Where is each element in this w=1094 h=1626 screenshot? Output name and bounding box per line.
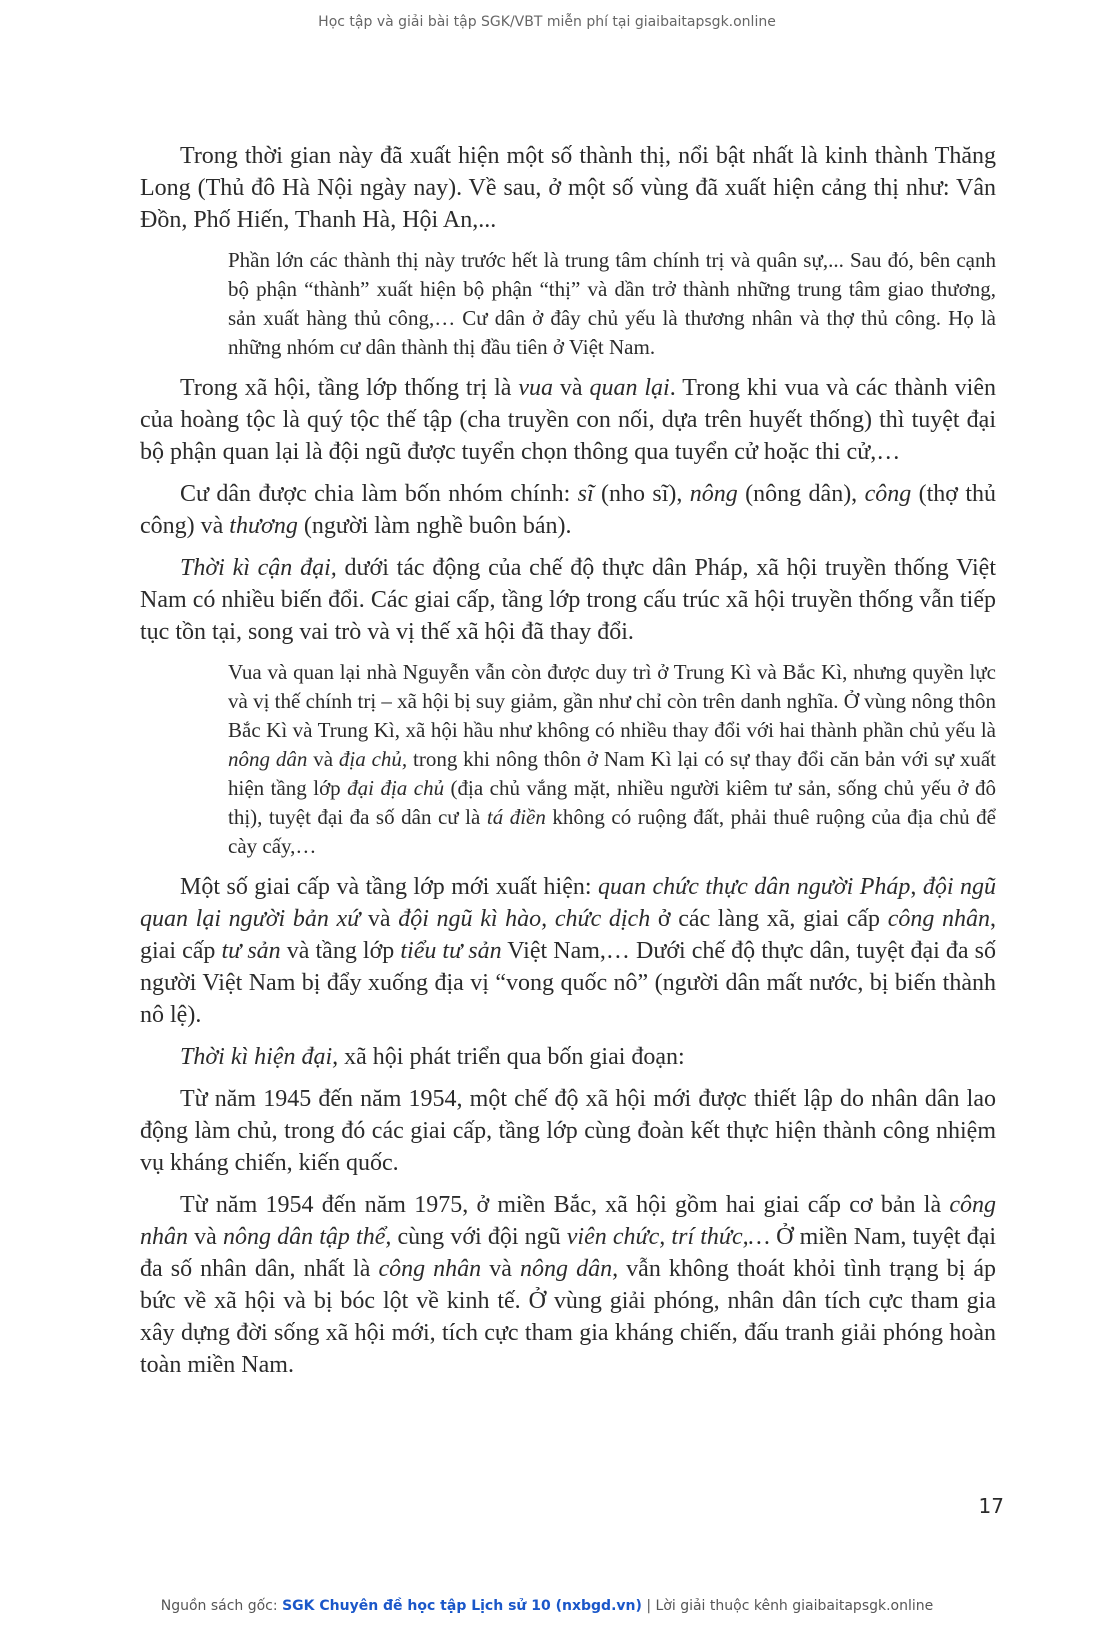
- footer-suffix: | Lời giải thuộc kênh giaibaitapsgk.online: [641, 1598, 934, 1614]
- paragraph-four-groups: Cư dân được chia làm bốn nhóm chính: sĩ (nho sĩ), nông (nông dân), công (thợ thủ công) và thương (người làm nghề buôn bán).: [140, 481, 996, 539]
- paragraph-1954-1975: Từ năm 1954 đến năm 1975, ở miền Bắc, xã hội gồm hai giai cấp cơ bản là công nhân và nông dân tập thể, cùng với đội ngũ viên chức, trí thức,… Ở miền Nam, tuyệt đại đa số nhân dân, nhất là công nhân và nông dân, vẫn không thoát khỏi tình trạng bị áp bức về xã hội và bị bóc lột về kinh tế. Ở vùng giải phóng, nhân dân tích cực tham gia xây dựng đời sống xã hội mới, tích cực tham gia kháng chiến, đấu tranh giải phóng hoàn toàn miền Nam.: [140, 1192, 997, 1378]
- page-content: [140, 140, 996, 1391]
- indented-note-nguyen: Vua và quan lại nhà Nguyễn vẫn còn được duy trì ở Trung Kì và Bắc Kì, nhưng quyền lực và vị thế chính trị – xã hội bị suy giảm, gần như chỉ còn trên danh nghĩa. Ở vùng nông thôn Bắc Kì và Trung Kì, xã hội hầu như không có nhiều thay đổi với hai thành phần chủ yếu là nông dân và địa chủ, trong khi nông thôn ở Nam Kì lại có sự thay đổi căn bản với sự xuất hiện tầng lớp đại địa chủ (địa chủ vắng mặt, nhiều người kiêm tư sản, sống chủ yếu ở đô thị), tuyệt đại đa số dân cư là tá điền không có ruộng đất, phải thuê ruộng của địa chủ để cày cấy,…: [228, 660, 997, 858]
- indented-note-cities: Phần lớn các thành thị này trước hết là trung tâm chính trị và quân sự,... Sau đó, bên cạnh bộ phận “thành” xuất hiện bộ phận “thị” và dần trở thành những trung tâm giao thương, sản xuất hàng thủ công,… Cư dân ở đây chủ yếu là thương nhân và thợ thủ công. Họ là những nhóm cư dân thành thị đầu tiên ở Việt Nam.: [228, 248, 996, 359]
- header-note: Học tập và giải bài tập SGK/VBT miễn phí tại giaibaitapsgk.online: [318, 14, 776, 30]
- source-link[interactable]: SGK Chuyên đề học tập Lịch sử 10 (nxbgd.vn): [282, 1598, 642, 1614]
- page-number: 17: [978, 1494, 1004, 1518]
- paragraph-cities: Trong thời gian này đã xuất hiện một số thành thị, nổi bật nhất là kinh thành Thăng Long (Thủ đô Hà Nội ngày nay). Về sau, ở một số vùng đã xuất hiện cảng thị như: Vân Đồn, Phố Hiến, Thanh Hà, Hội An,...: [140, 143, 996, 233]
- footer-prefix: Nguồn sách gốc:: [160, 1598, 283, 1614]
- paragraph-modern-period: Thời kì cận đại, dưới tác động của chế độ thực dân Pháp, xã hội truyền thống Việt Nam có nhiều biến đổi. Các giai cấp, tầng lớp trong cấu trúc xã hội truyền thống vẫn tiếp tục tồn tại, song vai trò và vị thế xã hội đã thay đổi.: [140, 555, 996, 645]
- paragraph-contemporary-period: Thời kì hiện đại, xã hội phát triển qua bốn giai đoạn:: [180, 1044, 685, 1070]
- paragraph-new-classes: Một số giai cấp và tầng lớp mới xuất hiện: quan chức thực dân người Pháp, đội ngũ quan lại người bản xứ và đội ngũ kì hào, chức dịch ở các làng xã, giai cấp công nhân, giai cấp tư sản và tầng lớp tiểu tư sản Việt Nam,… Dưới chế độ thực dân, tuyệt đại đa số người Việt Nam bị đẩy xuống địa vị “vong quốc nô” (người dân mất nước, bị biến thành nô lệ).: [140, 874, 997, 1028]
- paragraph-ruling-class: Trong xã hội, tầng lớp thống trị là vua và quan lại. Trong khi vua và các thành viên của hoàng tộc là quý tộc thế tập (cha truyền con nối, dựa trên huyết thống) thì tuyệt đại bộ phận quan lại là đội ngũ được tuyển chọn thông qua tuyển cử hoặc thi cử,…: [140, 375, 997, 465]
- paragraph-1945-1954: Từ năm 1945 đến năm 1954, một chế độ xã hội mới được thiết lập do nhân dân lao động làm chủ, trong đó các giai cấp, tầng lớp cùng đoàn kết thực hiện thành công nhiệm vụ kháng chiến, kiến quốc.: [140, 1086, 996, 1176]
- footer-note: [0, 1598, 1094, 1614]
